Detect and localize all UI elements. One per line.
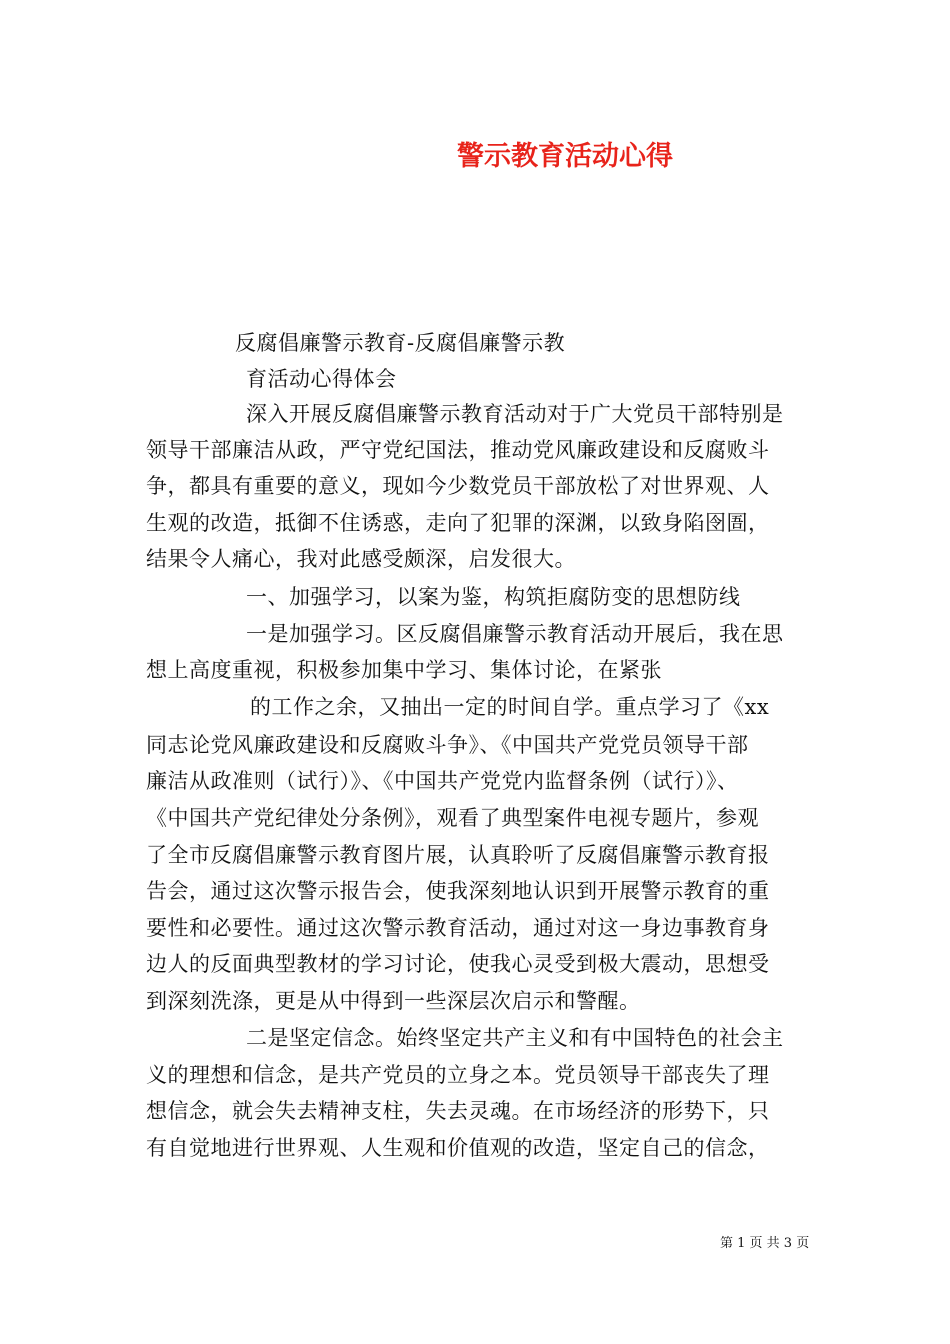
body-line: 告会，通过这次警示报告会，使我深刻地认识到开展警示教育的重 [146,879,770,903]
document-title: 警示教育活动心得 [457,141,673,172]
body-line: 廉洁从政准则（试行）》、《中国共产党党内监督条例（试行）》、 [146,769,739,793]
body-line: 结果令人痛心，我对此感受颇深，启发很大。 [146,547,576,571]
body-line: 想上高度重视，积极参加集中学习、集体讨论，在紧张 [146,658,662,682]
subtitle-line-1: 反腐倡廉警示教育-反腐倡廉警示教 [235,331,566,355]
body-line: 领导干部廉洁从政，严守党纪国法，推动党风廉政建设和反腐败斗 [146,438,770,462]
body-line: 到深刻洗涤，更是从中得到一些深层次启示和警醒。 [146,989,641,1013]
body-line: 争，都具有重要的意义，现如今少数党员干部放松了对世界观、人 [146,474,770,498]
body-line: 想信念，就会失去精神支柱，失去灵魂。在市场经济的形势下，只 [146,1099,770,1123]
subtitle-line-2: 育活动心得体会 [246,367,397,391]
body-line: 深入开展反腐倡廉警示教育活动对于广大党员干部特别是 [246,402,784,426]
body-line: 要性和必要性。通过这次警示教育活动，通过对这一身边事教育身 [146,916,770,940]
body-line: 的工作之余，又抽出一定的时间自学。重点学习了《xx [250,695,770,719]
body-line: 了全市反腐倡廉警示教育图片展，认真聆听了反腐倡廉警示教育报 [146,843,770,867]
body-line: 义的理想和信念，是共产党员的立身之本。党员领导干部丧失了理 [146,1063,770,1087]
page-footer: 第 1 页 共 3 页 [720,1236,810,1251]
body-line: 《中国共产党纪律处分条例》，观看了典型案件电视专题片，参观 [146,806,759,830]
body-line: 边人的反面典型教材的学习讨论，使我心灵受到极大震动，思想受 [146,952,770,976]
body-line: 二是坚定信念。始终坚定共产主义和有中国特色的社会主 [246,1026,784,1050]
body-line: 一是加强学习。区反腐倡廉警示教育活动开展后，我在思 [246,622,784,646]
body-line: 同志论党风廉政建设和反腐败斗争》、《中国共产党党员领导干部 [146,733,749,757]
section-heading: 一、加强学习，以案为鉴，构筑拒腐防变的思想防线 [246,585,741,609]
body-line: 有自觉地进行世界观、人生观和价值观的改造，坚定自己的信念， [146,1136,770,1160]
body-line: 生观的改造，抵御不住诱惑，走向了犯罪的深渊，以致身陷囹圄， [146,511,770,535]
